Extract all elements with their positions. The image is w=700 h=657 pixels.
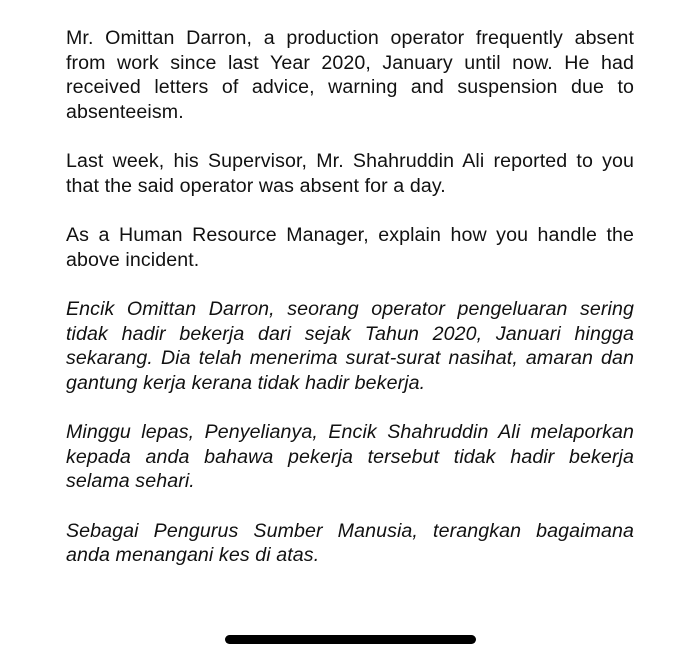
home-indicator[interactable] <box>225 635 476 644</box>
case-paragraph-ms: Encik Omittan Darron, seorang operator pengeluaran sering tidak hadir bekerja dari sejak Tahun 2020, Januari hingga sekarang. Dia telah menerima surat-surat nasihat, amaran dan gantung kerja kerana tidak hadir bekerja. <box>66 298 634 394</box>
question-paragraph-en: As a Human Resource Manager, explain how you handle the above incident. <box>66 224 634 271</box>
report-paragraph-en: Last week, his Supervisor, Mr. Shahruddin Ali reported to you that the said operator was absent for a day. <box>66 150 634 197</box>
document-body <box>66 26 634 593</box>
case-paragraph-en: Mr. Omittan Darron, a production operator frequently absent from work since last Year 2020, January until now. He had received letters of advice, warning and suspension due to absenteeism. <box>66 27 634 123</box>
question-paragraph-ms: Sebagai Pengurus Sumber Manusia, terangkan bagaimana anda menangani kes di atas. <box>66 519 634 566</box>
report-paragraph-ms: Minggu lepas, Penyelianya, Encik Shahruddin Ali melaporkan kepada anda bahawa pekerja tersebut tidak hadir bekerja selama sehari. <box>66 421 634 492</box>
